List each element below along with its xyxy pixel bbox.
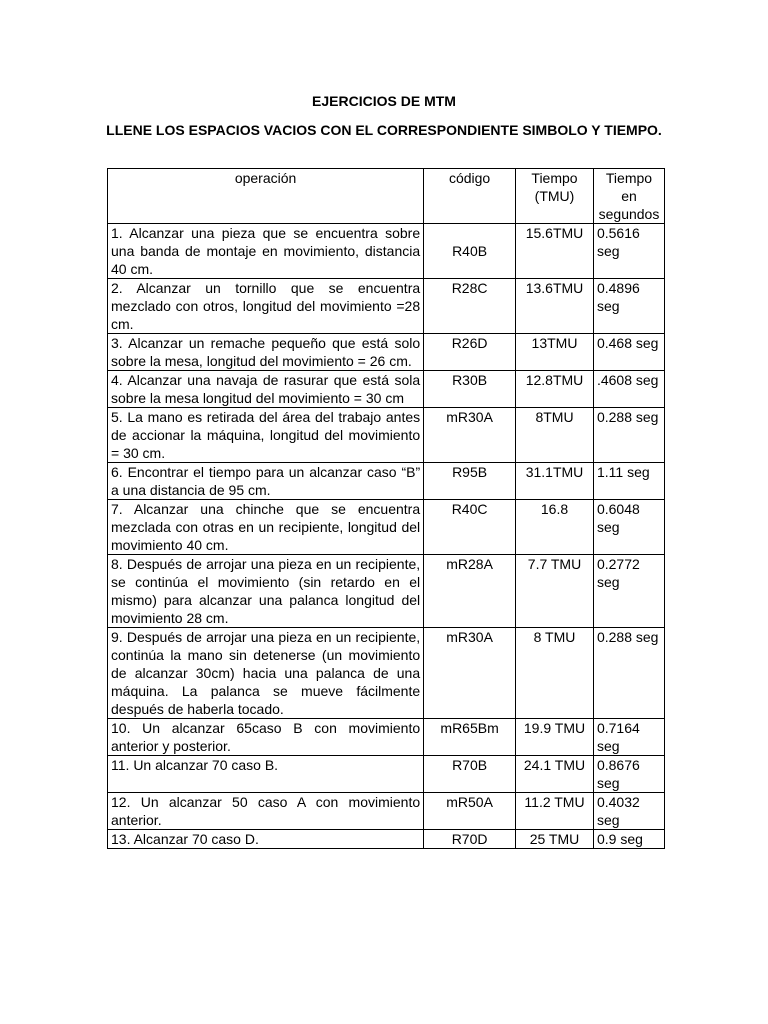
code-cell: R40C	[424, 500, 516, 555]
operation-cell: 8. Después de arrojar una pieza en un recipiente, se continúa el movimiento (sin retardo en el mismo) para alcanzar una palanca longitud del movimiento 28 cm.	[108, 555, 424, 628]
tmu-cell: 25 TMU	[516, 830, 594, 849]
table-row	[108, 371, 665, 408]
header-code: código	[424, 169, 516, 224]
operation-cell: 12. Un alcanzar 50 caso A con movimiento anterior.	[108, 793, 424, 830]
table-row	[108, 500, 665, 555]
seconds-cell: 0.288 seg	[593, 628, 664, 719]
table-row	[108, 555, 665, 628]
header-operation: operación	[108, 169, 424, 224]
tmu-cell: 31.1TMU	[516, 463, 594, 500]
tmu-cell: 24.1 TMU	[516, 756, 594, 793]
table-row	[108, 224, 665, 279]
header-tmu: Tiempo (TMU)	[516, 169, 594, 224]
table-header-row	[108, 169, 665, 224]
operation-cell: 6. Encontrar el tiempo para un alcanzar caso “B” a una distancia de 95 cm.	[108, 463, 424, 500]
table-row	[108, 793, 665, 830]
table-row	[108, 279, 665, 334]
table-row	[108, 756, 665, 793]
code-cell: mR50A	[424, 793, 516, 830]
seconds-cell: 0.288 seg	[593, 408, 664, 463]
code-cell: mR30A	[424, 408, 516, 463]
seconds-cell: 0.7164 seg	[593, 719, 664, 756]
tmu-cell: 16.8	[516, 500, 594, 555]
page-subtitle: LLENE LOS ESPACIOS VACIOS CON EL CORRESPONDIENTE SIMBOLO Y TIEMPO.	[106, 122, 662, 138]
code-cell: mR28A	[424, 555, 516, 628]
code-cell: R70B	[424, 756, 516, 793]
table-row	[108, 408, 665, 463]
page-title: EJERCICIOS DE MTM	[312, 93, 456, 109]
header-seconds: Tiempo en segundos	[593, 169, 664, 224]
code-cell: mR30A	[424, 628, 516, 719]
code-cell: R26D	[424, 334, 516, 371]
code-cell: R28C	[424, 279, 516, 334]
tmu-cell: 7.7 TMU	[516, 555, 594, 628]
code-cell: R40B	[424, 224, 516, 279]
operation-cell: 9. Después de arrojar una pieza en un recipiente, continúa la mano sin detenerse (un movimiento de alcanzar 30cm) hacia una palanca de una máquina. La palanca se mueve fácilmente después de haberla tocado.	[108, 628, 424, 719]
seconds-cell: .4608 seg	[593, 371, 664, 408]
table-row	[108, 628, 665, 719]
tmu-cell: 8TMU	[516, 408, 594, 463]
operation-cell: 5. La mano es retirada del área del trabajo antes de accionar la máquina, longitud del movimiento = 30 cm.	[108, 408, 424, 463]
table-row	[108, 334, 665, 371]
operation-cell: 4. Alcanzar una navaja de rasurar que está sola sobre la mesa longitud del movimiento = 30 cm	[108, 371, 424, 408]
seconds-cell: 0.468 seg	[593, 334, 664, 371]
code-cell: R30B	[424, 371, 516, 408]
code-cell: R95B	[424, 463, 516, 500]
tmu-cell: 12.8TMU	[516, 371, 594, 408]
seconds-cell: 0.9 seg	[593, 830, 664, 849]
code-cell: R70D	[424, 830, 516, 849]
operation-cell: 3. Alcanzar un remache pequeño que está solo sobre la mesa, longitud del movimiento = 26 cm.	[108, 334, 424, 371]
operation-cell: 11. Un alcanzar 70 caso B.	[108, 756, 424, 793]
seconds-cell: 0.4896 seg	[593, 279, 664, 334]
code-cell: mR65Bm	[424, 719, 516, 756]
operation-cell: 10. Un alcanzar 65caso B con movimiento anterior y posterior.	[108, 719, 424, 756]
seconds-cell: 0.8676 seg	[593, 756, 664, 793]
operation-cell: 13. Alcanzar 70 caso D.	[108, 830, 424, 849]
operation-cell: 1. Alcanzar una pieza que se encuentra sobre una banda de montaje en movimiento, distancia 40 cm.	[108, 224, 424, 279]
seconds-cell: 0.2772 seg	[593, 555, 664, 628]
operation-cell: 7. Alcanzar una chinche que se encuentra mezclada con otras en un recipiente, longitud del movimiento 40 cm.	[108, 500, 424, 555]
tmu-cell: 13.6TMU	[516, 279, 594, 334]
tmu-cell: 19.9 TMU	[516, 719, 594, 756]
tmu-cell: 11.2 TMU	[516, 793, 594, 830]
tmu-cell: 13TMU	[516, 334, 594, 371]
table-row	[108, 830, 665, 849]
seconds-cell: 0.5616 seg	[593, 224, 664, 279]
seconds-cell: 1.11 seg	[593, 463, 664, 500]
table-row	[108, 463, 665, 500]
operation-cell: 2. Alcanzar un tornillo que se encuentra mezclado con otros, longitud del movimiento =28 cm.	[108, 279, 424, 334]
tmu-cell: 8 TMU	[516, 628, 594, 719]
tmu-cell: 15.6TMU	[516, 224, 594, 279]
seconds-cell: 0.6048 seg	[593, 500, 664, 555]
table-row	[108, 719, 665, 756]
seconds-cell: 0.4032 seg	[593, 793, 664, 830]
mtm-table	[107, 168, 665, 849]
